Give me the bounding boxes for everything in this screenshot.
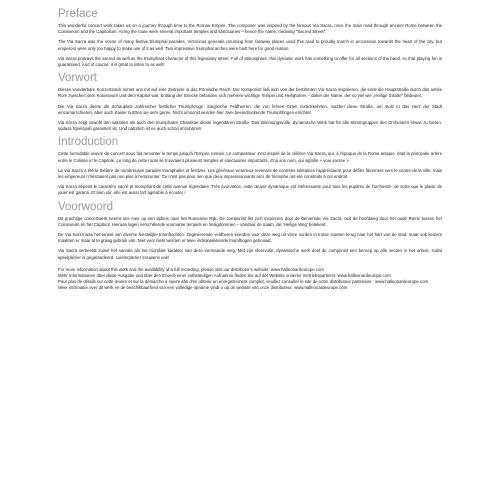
section-paragraph: Via Sacra verbeeldt zowel het sacrale als het triomfale karakter van deze vermaarde weg. Met zijn sfeervolle, dynamische werk doet de componist een beroep op alle secties in het orkest, zodat speelplezier is gegarandeerd. Luisterplezier trouwens ook! <box>58 248 442 260</box>
footer-line: Mehr Informationen über diese Ausgabe und über den Erwerb einer vollständigen Aufnahme finden Sie auf der Website unseres Vertriebspartners: www.halleonardeurope.com <box>58 273 391 279</box>
section-voorwoord <box>58 201 442 261</box>
section-paragraph: Die Via Sacra diente als Schauplatz zahlreicher festlicher Triumphzüge. Siegreiche Feldherren, die von fernen Orten zurückkehrten, nutzten diese Straße, um stolz in das Herz der Stadt einzumarschieren, aber auch Kaiser nutzten sie sehr gerne. Nicht umsonst wurden hier zwei beeindruckende Triumphbögen errichtet. <box>58 103 442 115</box>
footer-line: For more information about this work and the availability of a full recording, please visit our distributor's website: www.halleonardeurope.com <box>58 266 324 272</box>
footer-line: Meer informatie over dit werk en de beschikbaarheid van een volledige opname vindt u op de website van onze distributeur: www.halleonardeurope.com <box>58 285 348 291</box>
section-paragraph: This wonderful concert work takes us on a journey through time to the Roman Empire. The composer was inspired by the famous Via Sacra, once the main road through ancient Rome between the Colosseum and the Capitolium. Along the route were several important temples and sanctuaries – hence the name, meaning "Sacred Street". <box>58 23 442 35</box>
section-heading: Preface <box>58 8 98 20</box>
section-heading: Introduction <box>58 136 119 149</box>
section-paragraph: The Via Sacra was the scene of many festive triumphal parades. Victorious generals returning from faraway places used this road to proudly march in procession towards the heart of the city, but emperors were only too happy to make use of it as well. Two impressive triumphal arches were built here for good reason. <box>58 39 442 51</box>
section-heading: Vorwort <box>58 72 97 85</box>
section-paragraph: Via Sacra portrays the sacred as well as the triumphant character of this legendary street. Full of atmosphere, this dynamic work has something to offer for all sections of the band, so that playing fun is guaranteed. And of course, it is great to listen to as well! <box>58 55 442 68</box>
section-heading: Voorwoord <box>58 200 113 213</box>
footer-line: Pour plus de détails sur cette œuvre et sur la démarche à suivre afin d'en obtenir un enregistrement complet, veuillez consulter le site de notre distributeur partenaire : www.halleonardeurope.com <box>58 279 429 285</box>
section-paragraph: Dit prachtige concertwerk neemt ons mee op een tijdreis naar het Romeinse Rijk. De componist liet zich inspireren door de beroemde Via Sacra, ooit de hoofdweg door het oude Rome tussen het Colosseum en het Capitool. Hieraan lagen verschillende voorname tempels en heiligdommen – vandaar de naam, die 'Heilige Weg' betekent. <box>58 215 442 227</box>
section-introduction <box>58 136 442 196</box>
section-paragraph: Via Sacra dépeint le caractère sacré et triomphant de cette avenue légendaire. Très évocatrice, cette œuvre dynamique est intéressante pour tous les pupitres de l'orchestre, de sorte que le plaisir de jouer est garanti. Et bien sûr, elle est aussi fort agréable à écouter ! <box>58 184 442 196</box>
section-paragraph: La Via Sacra a été le théâtre de nombreuses parades triomphales et festives. Les généraux victorieux revenant de contrées lointaines l'appréciaient pour défiler fièrement vers le centre de la ville, mais les empereurs n'hésitaient pas non plus à l'emprunter. Ce n'est pas pour rien que deux impressionnants arcs de triomphe ont été construits à cet endroit. <box>58 167 442 180</box>
section-paragraph: Cette formidable œuvre de concert nous fait remonter le temps jusqu'à l'Empire romain. Le compositeur s'est inspiré de la célèbre Via Sacra, qui, à l'époque de la Rome antique, était la principale artère entre le Colisée et le Capitole. Le long de cette route se trouvaient plusieurs temples et sanctuaires importants, d'où son nom, qui signifie « voie sacrée ». <box>58 151 442 163</box>
distributor-footer <box>58 267 442 292</box>
section-preface <box>58 8 442 68</box>
section-paragraph: Dieses wunderbare Konzertstück nimmt uns mit auf eine Zeitreise in das Römische Reich. Der Komponist ließ sich von der berühmten Via Sacra inspirieren, die einst die Hauptstraße durch das antike Rom zwischen dem Kolosseum und dem Kapitol war. Entlang der Strecke befanden sich mehrere wichtige Tempel und Heiligtümer – daher der Name, der so viel wie „Heilige Straße“ bedeutet. <box>58 87 442 99</box>
section-paragraph: Via Sacra zeigt sowohl den sakralen als auch den triumphalen Charakter dieser legendären Straße. Das stimmungsvolle, dynamische Werk hat für alle Stimmgruppen des Orchesters etwas zu bieten, sodass Spielspaß garantiert ist. Und natürlich ist es auch schön anzuhören! <box>58 120 442 132</box>
section-paragraph: De Via Sacra was het toneel van diverse feestelijke triomftochten. Zegevierende veldheren keerden voor deze weg uit verre oorden in trotse stoeten terug naar het hart van de stad, maar ook keizers maakten er maar al te graag gebruik van. Niet voor niets werden er twee indrukwekkende triomfbogen gebouwd. <box>58 232 442 244</box>
section-vorwort <box>58 72 442 132</box>
